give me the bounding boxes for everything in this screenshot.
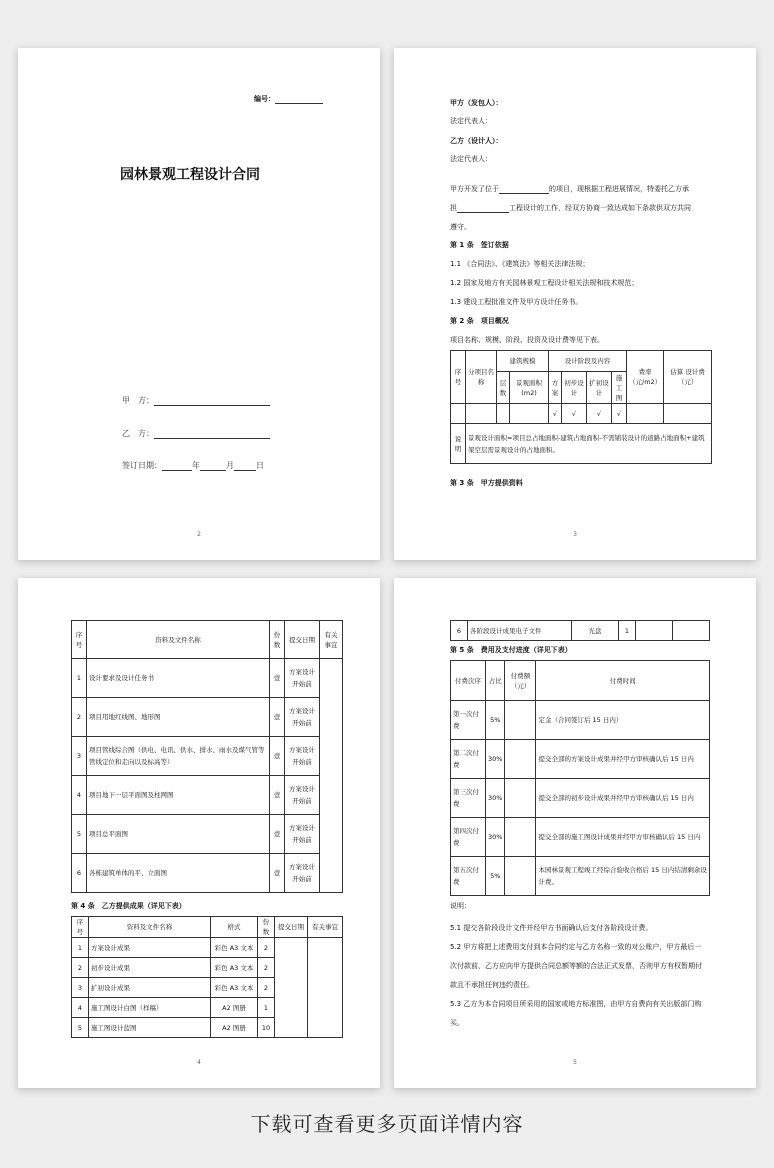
table-header: 序号: [72, 917, 89, 938]
table-cell: 彩色 A3 文本: [211, 938, 258, 958]
table-header: 资料及文件名称: [87, 621, 270, 659]
table-cell: 30%: [486, 740, 505, 779]
table-cell: 提交全部的方案设计成果并经甲方审核确认后 15 日内: [536, 740, 710, 779]
table-cell: 彩色 A3 文本: [211, 978, 258, 998]
table-cell: 方案设计开始前: [285, 854, 320, 893]
article-1-item: 1.3 建设工程批准文件及甲方设计任务书。: [450, 298, 583, 306]
note-text: 景观设计面积=项目总占地面积-建筑占地面积-不需铺装设计的道路占地面积+建筑架空层需景观设计的占地面积。: [466, 424, 712, 464]
party-b-blank: [154, 438, 270, 439]
table-cell: 第三次付费: [451, 779, 486, 818]
table-cell: 30%: [486, 818, 505, 857]
table-header: 序号: [451, 351, 466, 404]
note-5-1: 5.1 提交各阶段设计文件并经甲方书面确认后支付各阶段设计费。: [450, 924, 653, 932]
table-header: 有关事宜: [308, 917, 343, 938]
party-a-materials-table: [71, 620, 343, 893]
table-cell: 项目用地红线图、地形图: [87, 698, 270, 737]
table-cell: 方案设计成果: [89, 938, 211, 958]
sign-date-label: 签订日期：: [122, 461, 162, 470]
table-cell: 方案设计开始前: [285, 776, 320, 815]
table-cell: 扩初设计成果: [89, 978, 211, 998]
page-number: 5: [573, 1059, 577, 1066]
table-header: 施工图: [612, 372, 627, 404]
check-mark: √: [612, 404, 627, 424]
table-cell: [673, 621, 710, 641]
table-cell: 1: [72, 659, 87, 698]
table-cell: 2: [72, 698, 87, 737]
table-header: 分项目名称: [466, 351, 497, 404]
table-cell: [308, 938, 343, 1038]
table-cell: [505, 701, 536, 740]
table-cell: [466, 404, 497, 424]
table-cell: 5%: [486, 701, 505, 740]
table-cell: 3: [72, 737, 87, 776]
intro-text: 担: [450, 204, 457, 212]
table-cell: 1: [72, 938, 89, 958]
table-header: 估算 设计费（元）: [664, 351, 712, 404]
table-header: 付费额（元）: [505, 661, 536, 701]
party-a-row: [122, 395, 270, 406]
note-label: 说明: [451, 424, 466, 464]
table-header: 付费时间: [536, 661, 710, 701]
location-blank: [499, 193, 549, 194]
table-cell: [510, 404, 549, 424]
article-2-title: 第 2 条 项目概况: [450, 317, 509, 325]
table-cell: 项目地下一层平面图及柱网图: [87, 776, 270, 815]
table-cell: 5: [72, 815, 87, 854]
table-cell: 施工图设计蓝图: [89, 1018, 211, 1038]
project-blank: [457, 212, 509, 213]
table-cell: A2 图册: [211, 1018, 258, 1038]
table-cell: 设计要求及设计任务书: [87, 659, 270, 698]
table-cell: 第一次付费: [451, 701, 486, 740]
table-cell: [451, 404, 466, 424]
page-number: 2: [197, 531, 201, 538]
party-b-label: 乙 方：: [122, 429, 154, 438]
page-number: 4: [197, 1059, 201, 1066]
table-cell: [636, 621, 673, 641]
year-blank: [162, 470, 192, 471]
table-cell: 壹: [270, 776, 285, 815]
payment-schedule-table: [450, 660, 710, 896]
party-b-row: [122, 428, 270, 439]
table-header: 资料及文件名称: [89, 917, 211, 938]
table-cell: 壹: [270, 815, 285, 854]
article-1-item: 1.2 国家及地方有关园林景观工程设计相关法规和技术规范；: [450, 279, 639, 287]
download-more-caption: 下载可查看更多页面详情内容: [250, 1112, 524, 1136]
table-cell: 6: [72, 854, 87, 893]
sign-date-row: [122, 460, 264, 471]
table-cell: 第二次付费: [451, 740, 486, 779]
table-cell: [497, 404, 510, 424]
table-cell: [505, 818, 536, 857]
table-header: 初步设计: [562, 372, 587, 404]
table-header: 提交日期: [285, 621, 320, 659]
month-label: 月: [226, 461, 234, 470]
table-cell: 30%: [486, 779, 505, 818]
table-cell: 2: [258, 978, 275, 998]
table-cell: 各阶段设计成果电子文件: [468, 621, 572, 641]
table-cell: 项目管线综合图（供电、电讯、供水、排水、雨水及煤气管等管线定位和走向以及标高等）: [87, 737, 270, 776]
party-b-deliverables-table: [71, 916, 343, 1038]
table-cell: 2: [258, 938, 275, 958]
table-header: 费率（元/m2）: [627, 351, 664, 404]
day-blank: [234, 470, 256, 471]
table-cell: 各栋建筑单体的平、立面图: [87, 854, 270, 893]
party-a-representative: 法定代表人：: [450, 117, 492, 125]
table-cell: [664, 404, 712, 424]
table-cell: 提交全部的初步设计成果并经甲方审核确认后 15 日内: [536, 779, 710, 818]
table-header: 扩初设计: [587, 372, 612, 404]
table-header: 提交日期: [275, 917, 308, 938]
table-cell: 初步设计成果: [89, 958, 211, 978]
contract-number-blank: [275, 103, 323, 104]
deliverables-continued-table: [450, 620, 710, 641]
intro-line-3: 遵守。: [450, 223, 471, 231]
article-5-title: 第 5 条 费用及支付进度（详见下表）: [450, 646, 572, 654]
table-cell: [505, 779, 536, 818]
check-mark: √: [549, 404, 562, 424]
table-header: 有关事宜: [320, 621, 343, 659]
table-cell: 壹: [270, 698, 285, 737]
table-header: 格式: [211, 917, 258, 938]
table-cell: 2: [258, 958, 275, 978]
table-cell: 1: [619, 621, 636, 641]
table-cell: 壹: [270, 659, 285, 698]
table-cell: 第五次付费: [451, 857, 486, 896]
intro-text: 工程设计的工作，经双方协商一致达成如下条款供双方共同: [509, 204, 691, 212]
table-header: 设计阶段及内容: [549, 351, 627, 372]
table-cell: 5: [72, 1018, 89, 1038]
table-cell: 4: [72, 776, 87, 815]
check-mark: √: [587, 404, 612, 424]
article-3-title: 第 3 条 甲方提供资料: [450, 479, 523, 487]
contract-number-row: [254, 94, 323, 104]
table-cell: 10: [258, 1018, 275, 1038]
party-b-heading: 乙方（设计人）：: [450, 137, 503, 145]
table-header: 付费次序: [451, 661, 486, 701]
table-header: 份数: [270, 621, 285, 659]
page-materials: [18, 578, 380, 1088]
page-payment: [394, 578, 756, 1088]
table-cell: [275, 938, 308, 1038]
table-cell: 4: [72, 998, 89, 1018]
month-blank: [200, 470, 226, 471]
page-number: 3: [573, 531, 577, 538]
intro-text: 的项目，现根据工程进展情况，特委托乙方承: [549, 185, 689, 193]
project-overview-table: [450, 350, 712, 464]
page-parties: [394, 48, 756, 560]
table-cell: 3: [72, 978, 89, 998]
contract-number-label: 编号：: [254, 95, 275, 103]
article-2-intro: 项目名称、规模、阶段、投资及设计费等见下表。: [450, 336, 604, 344]
table-cell: 定金（合同签订后 15 日内）: [536, 701, 710, 740]
table-cell: 2: [72, 958, 89, 978]
table-cell: [627, 404, 664, 424]
table-header: 建筑规模: [497, 351, 549, 372]
article-1-title: 第 1 条 签订依据: [450, 241, 509, 249]
table-cell: 方案设计开始前: [285, 698, 320, 737]
table-cell: 方案设计开始前: [285, 737, 320, 776]
table-header: 份数: [258, 917, 275, 938]
table-cell: 壹: [270, 854, 285, 893]
table-cell: 1: [258, 998, 275, 1018]
table-cell: [505, 740, 536, 779]
notes-title: 说明：: [450, 902, 471, 910]
table-header: 占比: [486, 661, 505, 701]
intro-line-2: [450, 203, 691, 213]
table-header: 层数: [497, 372, 510, 404]
party-a-heading: 甲方（发包人）：: [450, 99, 503, 107]
table-cell: 5%: [486, 857, 505, 896]
article-4-title: 第 4 条 乙方提供成果（详见下表）: [71, 902, 186, 910]
note-5-2: 5.2 甲方将把上述费用支付到本合同约定与乙方名称一致的对公账户，甲方最后一次付款前，乙方应向甲方提供合同总额等额的合法正式发票，否则甲方有权暂期付款且不承担任何违约责任。: [450, 943, 702, 989]
intro-text: 甲方开发了位于: [450, 185, 499, 193]
contract-title: 园林景观工程设计合同: [120, 167, 260, 183]
year-label: 年: [192, 461, 200, 470]
table-cell: 第四次付费: [451, 818, 486, 857]
table-cell: A2 图册: [211, 998, 258, 1018]
table-cell: [505, 857, 536, 896]
party-a-blank: [154, 405, 270, 406]
table-header: 序号: [72, 621, 87, 659]
table-header: 方案: [549, 372, 562, 404]
article-1-item: 1.1 《合同法》、《建筑法》等相关法律法规；: [450, 260, 590, 268]
table-cell: 壹: [270, 737, 285, 776]
table-cell: 方案设计开始前: [285, 659, 320, 698]
table-cell: 方案设计开始前: [285, 815, 320, 854]
table-cell: [320, 659, 343, 893]
intro-line-1: [450, 184, 689, 194]
table-cell: 本园林景观工程竣工经综合验收合格后 15 日内结清剩余设计费。: [536, 857, 710, 896]
table-cell: 彩色 A3 文本: [211, 958, 258, 978]
check-mark: √: [562, 404, 587, 424]
day-label: 日: [256, 461, 264, 470]
note-5-3: 5.3 乙方为本合同项目所采用的国家或地方标准图，由甲方自费向有关出版部门购买。: [450, 1000, 702, 1027]
table-cell: 项目总平面图: [87, 815, 270, 854]
table-header: 景观面积(m2): [510, 372, 549, 404]
table-cell: 提交全部的施工图设计成果并经甲方审核确认后 15 日内: [536, 818, 710, 857]
table-cell: 光盘: [572, 621, 619, 641]
party-a-label: 甲 方：: [122, 396, 154, 405]
party-b-representative: 法定代表人：: [450, 155, 492, 163]
table-cell: 施工图设计白图（样稿）: [89, 998, 211, 1018]
table-cell: 6: [451, 621, 468, 641]
page-cover: [18, 48, 380, 560]
